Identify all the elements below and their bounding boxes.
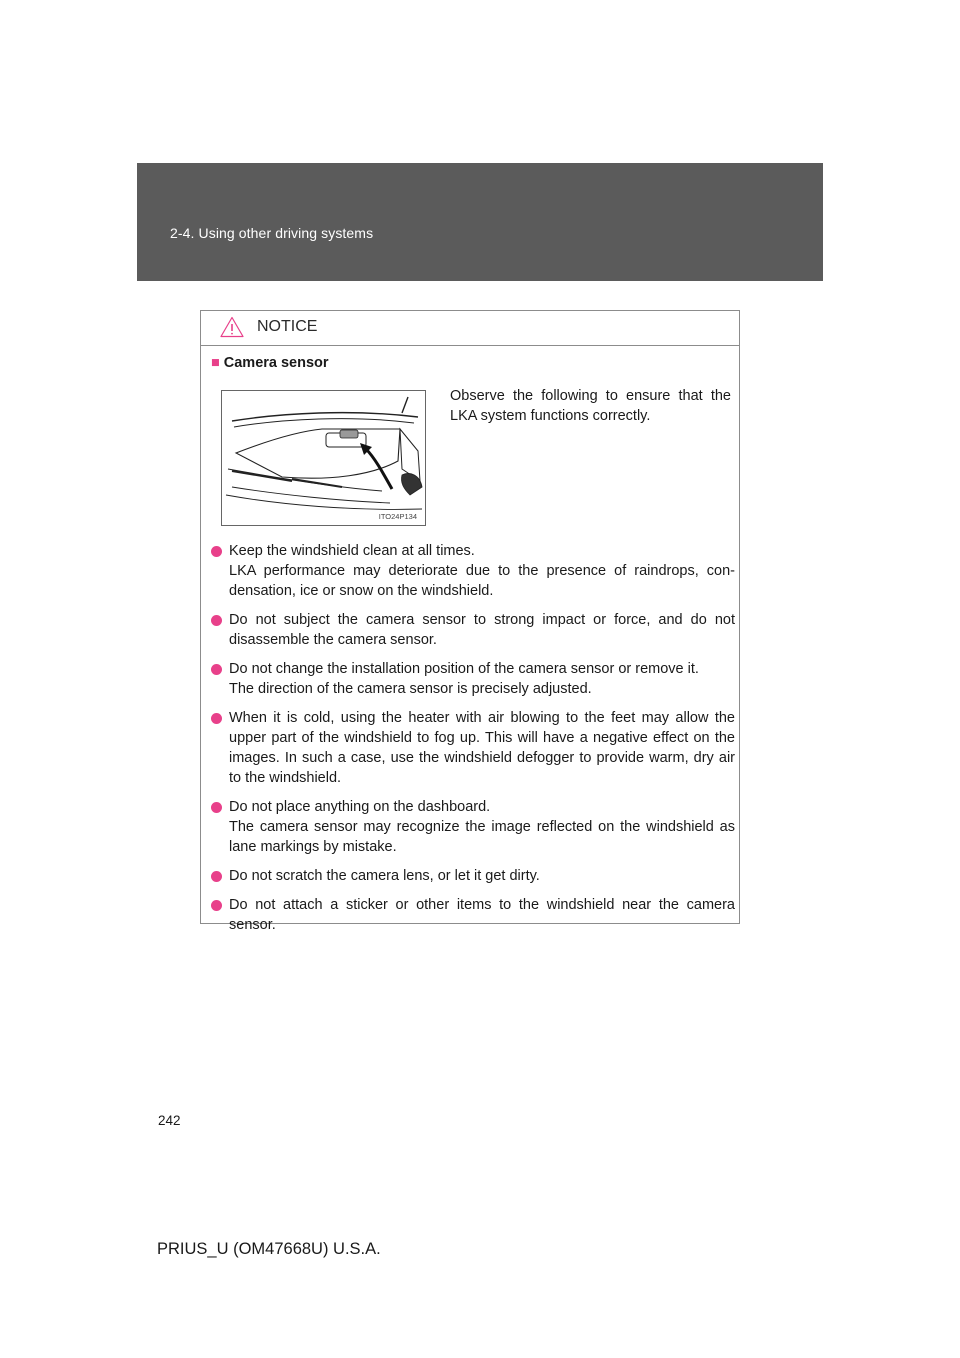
bullet-main: Do not subject the camera sensor to strong impact or force, and do not disassemble the camera sensor. [229, 612, 735, 648]
figure-code: ITO24P134 [378, 512, 417, 521]
section-header-band [137, 163, 823, 281]
bullet-dot-icon [211, 546, 222, 557]
bullet-main: When it is cold, using the heater with air blowing to the feet may allow the upper part of the windshield to fog up. This will have a negative effect on the images. In such a case, use the windshield defogger to provide warm, dry air to the windshield. [229, 710, 735, 786]
bullet-main: Keep the windshield clean at all times. [229, 543, 475, 559]
intro-text: Observe the following to ensure that the LKA system functions correctly. [450, 388, 731, 424]
list-item [209, 895, 735, 935]
bullet-detail: The camera sensor may recognize the image reflected on the windshield as lane markings by mistake. [229, 819, 735, 855]
bullet-main: Do not place anything on the dashboard. [229, 799, 491, 815]
list-item [209, 866, 735, 886]
notice-header [201, 311, 739, 346]
list-item [209, 541, 735, 601]
page-number: 242 [158, 1113, 181, 1128]
windshield-camera-illustration [221, 390, 426, 526]
sub-heading [211, 355, 329, 371]
bullet-dot-icon [211, 871, 222, 882]
bullet-dot-icon [211, 802, 222, 813]
bullet-dot-icon [211, 713, 222, 724]
bullet-dot-icon [211, 664, 222, 675]
notice-title: NOTICE [257, 318, 318, 335]
section-title: 2-4. Using other driving systems [170, 225, 374, 241]
sub-heading-text: Camera sensor [223, 355, 329, 371]
bullet-dot-icon [211, 615, 222, 626]
model-identifier: PRIUS_U (OM47668U) U.S.A. [157, 1240, 381, 1258]
bullet-main: Do not scratch the camera lens, or let it get dirty. [229, 868, 540, 884]
bullet-list [209, 541, 735, 944]
bullet-detail: LKA performance may deteriorate due to the presence of raindrops, con- densation, ice or snow on the windshield. [229, 563, 735, 599]
bullet-main: Do not attach a sticker or other items to the windshield near the camera sensor. [229, 897, 735, 933]
list-item [209, 659, 735, 699]
square-marker-icon: ■ [211, 355, 220, 371]
list-item [209, 797, 735, 857]
bullet-detail: The direction of the camera sensor is precisely adjusted. [229, 681, 592, 697]
warning-triangle-icon [220, 316, 244, 338]
list-item [209, 708, 735, 788]
bullet-main: Do not change the installation position of the camera sensor or remove it. [229, 661, 699, 677]
list-item [209, 610, 735, 650]
windshield-illustration [222, 391, 425, 525]
bullet-dot-icon [211, 900, 222, 911]
notice-box [200, 310, 740, 933]
